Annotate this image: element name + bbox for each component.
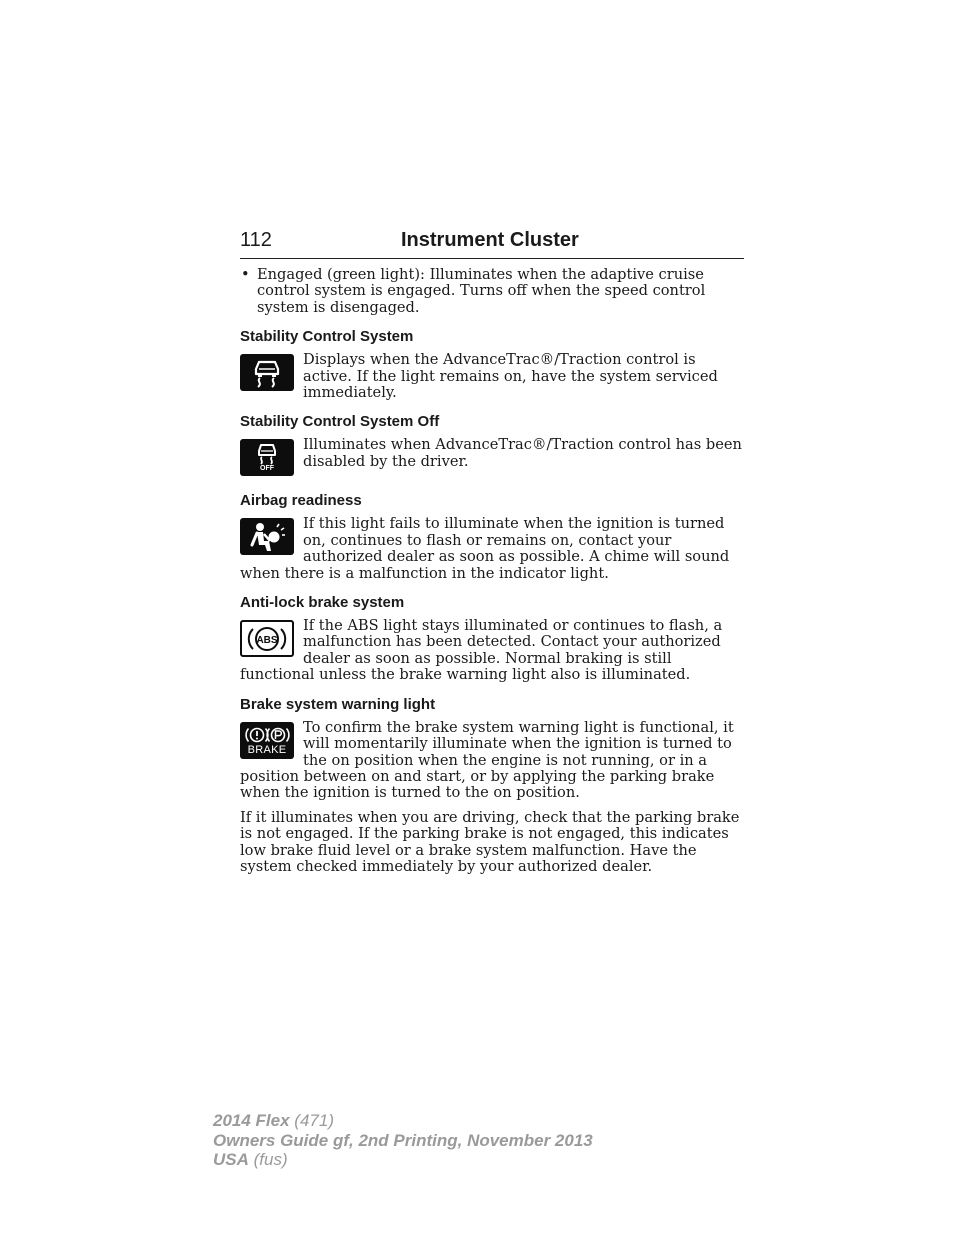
section-stability-control-off — [240, 437, 744, 480]
off-label: OFF — [260, 464, 274, 472]
footer-line-region: USA (fus) — [213, 1150, 288, 1169]
page-footer — [213, 1111, 593, 1170]
footer-line-guide: Owners Guide gf, 2nd Printing, November 2013 — [213, 1130, 593, 1150]
abs-text: If the ABS light stays illuminated or continues to flash, a malfunction has been detected. Contact your authorized dealer as soon as possible. Normal braking is still functional unless the brake warning light also is illuminated. — [240, 618, 723, 684]
abs-label: ABS — [256, 634, 278, 646]
section-stability-control — [240, 352, 744, 401]
bullet-dot: • — [241, 266, 250, 283]
section-heading-airbag: Airbag readiness — [240, 492, 362, 510]
stability-control-off-icon — [240, 439, 294, 476]
airbag-icon — [240, 518, 294, 555]
manual-page — [240, 228, 744, 875]
section-abs — [240, 618, 744, 684]
page-header — [240, 228, 744, 259]
abs-icon — [240, 620, 294, 657]
section-brake — [240, 720, 744, 802]
page-title: Instrument Cluster — [401, 229, 579, 251]
airbag-text: If this light fails to illuminate when the ignition is turned on, continues to flash or remains on, contact your authorized dealer as soon as possible. A chime will sound when there is a malfunction in the indicator light. — [240, 516, 730, 582]
section-heading-brake: Brake system warning light — [240, 695, 436, 713]
stability-control-text: Displays when the AdvanceTrac®/Traction control is active. If the light remains on, have the system serviced immediately. — [303, 352, 718, 402]
brake-warning-icon — [240, 722, 294, 759]
stability-control-icon — [240, 354, 294, 391]
page-number: 112 — [240, 229, 272, 251]
brake-label: BRAKE — [247, 743, 287, 756]
section-heading-stability-control-off: Stability Control System Off — [240, 413, 440, 431]
brake-text: To confirm the brake system warning light is functional, it will momentarily illuminate when the ignition is turned to the on position when the engine is not running, or in a position between on and start, or by applying the parking brake when the ignition is turned to the on position. — [240, 719, 734, 802]
section-heading-abs: Anti-lock brake system — [240, 594, 405, 612]
stability-control-off-text: Illuminates when AdvanceTrac®/Traction control has been disabled by the driver. — [303, 437, 742, 470]
bullet-item — [240, 267, 744, 316]
section-airbag — [240, 516, 744, 582]
bullet-text: Engaged (green light): Illuminates when the adaptive cruise control system is engaged. Turns off when the speed control system is disengaged. — [257, 266, 706, 316]
brake-extra-text: If it illuminates when you are driving, check that the parking brake is not engaged. If the parking brake is not engaged, this indicates low brake fluid level or a brake system malfunction. Have the system checked immediately by your authorized dealer. — [240, 808, 740, 875]
footer-line-model: 2014 Flex (471) — [213, 1111, 334, 1130]
section-heading-stability-control: Stability Control System — [240, 328, 414, 346]
